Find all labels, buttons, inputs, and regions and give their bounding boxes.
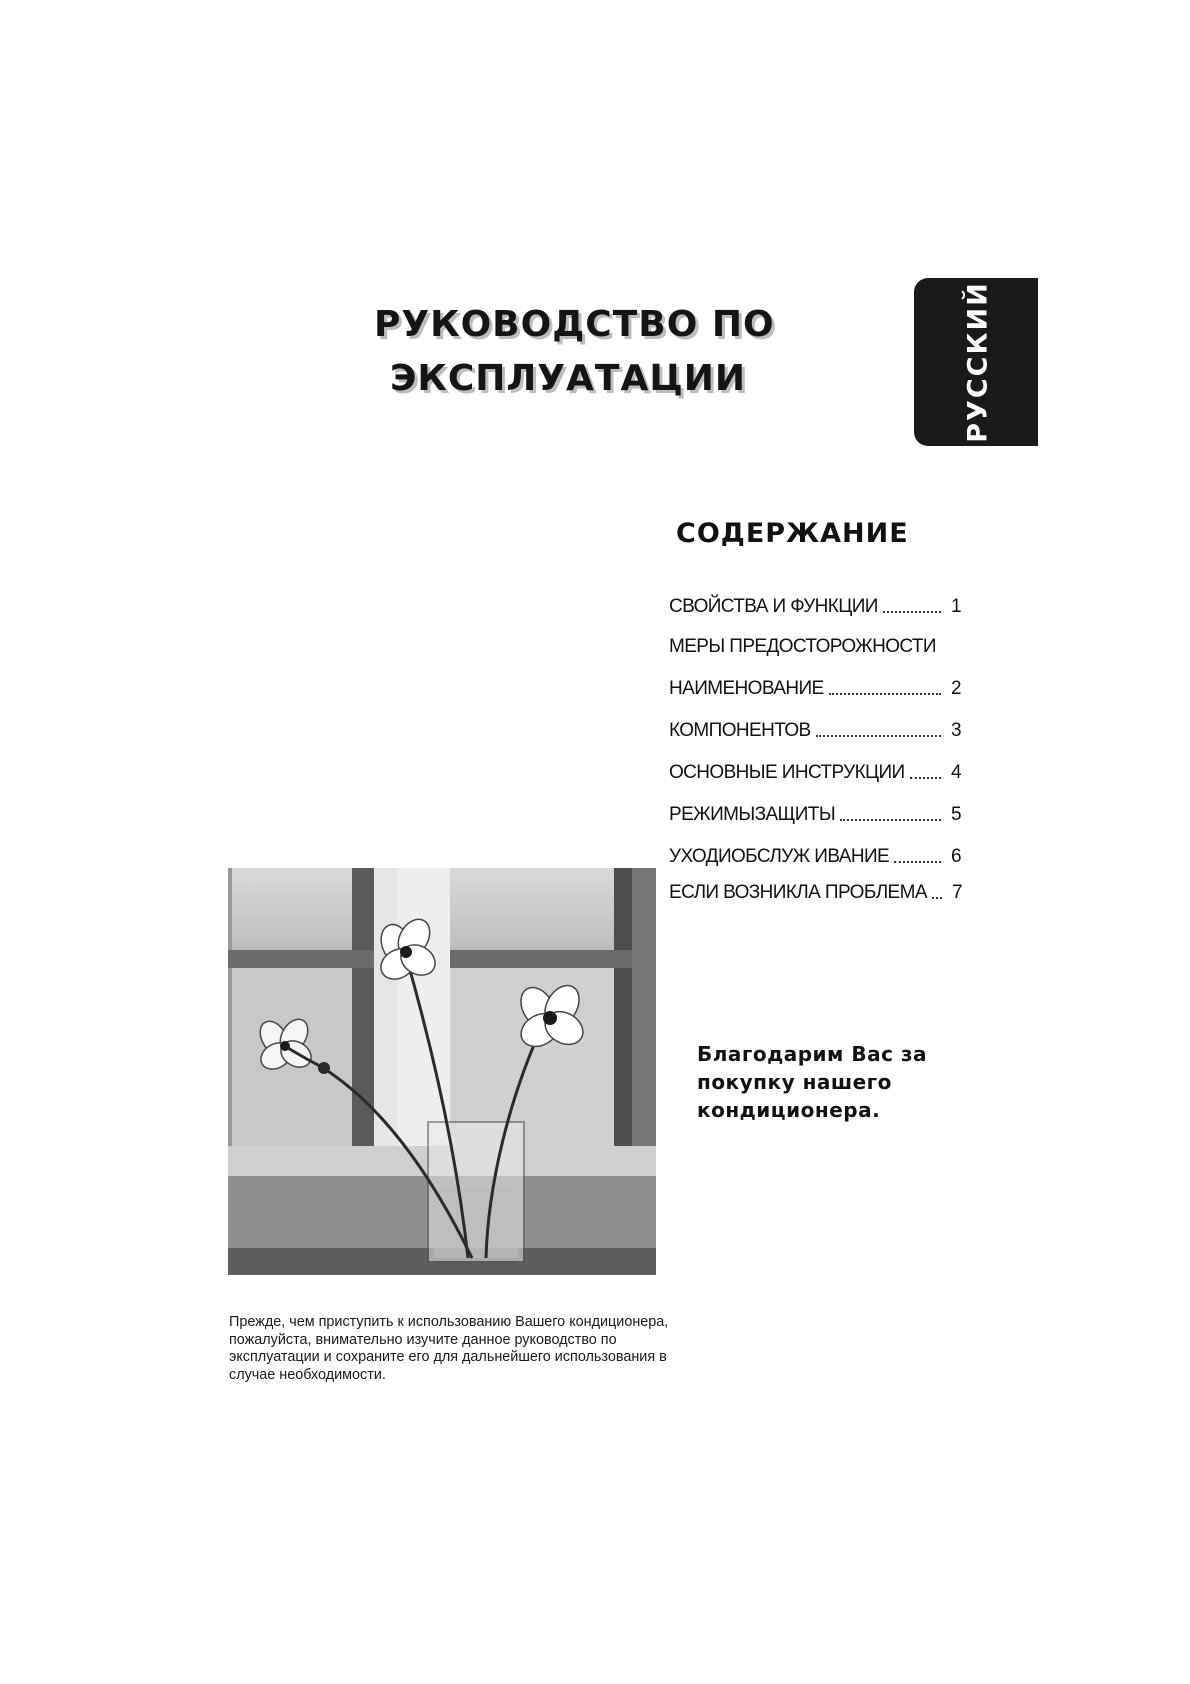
manual-title bbox=[340, 298, 840, 406]
manual-title-line-2: ЭКСПЛУАТАЦИИ bbox=[390, 358, 746, 399]
photo-illustration bbox=[228, 868, 656, 1275]
toc-item-label: КОМПОНЕНТОВ bbox=[669, 720, 811, 741]
toc-item-label: УХОДИОБСЛУЖ ИВАНИЕ bbox=[669, 846, 890, 867]
toc-leader-dots bbox=[829, 693, 941, 695]
toc-leader-dots bbox=[840, 819, 941, 821]
contents-heading: СОДЕРЖАНИЕ bbox=[676, 518, 909, 549]
toc-item-label: СВОЙСТВА И ФУНКЦИИ bbox=[669, 596, 878, 617]
toc-item-page: 5 bbox=[951, 804, 961, 825]
toc-item-page: 2 bbox=[951, 678, 961, 699]
toc-leader-dots bbox=[816, 735, 941, 737]
reading-note: Прежде, чем приступить к использованию Вашего кондиционера, пожалуйста, внимательно изучите данное руководство по эксплуатации и сохраните его для дальнейшего использования в случае необходимости. bbox=[229, 1314, 669, 1383]
language-tab-label: РУССКИЙ bbox=[962, 281, 994, 443]
toc-leader-dots bbox=[910, 777, 941, 779]
window-flowers-photo bbox=[228, 868, 656, 1275]
toc-item-maintenance bbox=[669, 826, 961, 868]
toc-leader-dots bbox=[883, 611, 941, 613]
manual-title-line-1: РУКОВОДСТВО ПО bbox=[374, 304, 775, 345]
toc-item-instructions bbox=[669, 742, 961, 784]
toc-item-components bbox=[669, 700, 961, 742]
toc-item-names bbox=[669, 658, 961, 700]
language-tab bbox=[914, 278, 1038, 446]
toc-item-label: НАИМЕНОВАНИЕ bbox=[669, 678, 824, 699]
toc-leader-dots bbox=[894, 861, 941, 863]
toc-item-page: 6 bbox=[951, 846, 961, 867]
toc-item-page: 4 bbox=[951, 762, 961, 783]
toc-item-troubleshooting bbox=[669, 868, 961, 904]
table-of-contents bbox=[669, 576, 961, 904]
toc-item-label: ЕСЛИ ВОЗНИКЛА ПРОБЛЕМА bbox=[669, 882, 927, 903]
toc-item-features bbox=[669, 576, 961, 618]
toc-item-page: 3 bbox=[951, 720, 961, 741]
toc-leader-dots bbox=[932, 897, 942, 899]
toc-item-page: 7 bbox=[951, 882, 962, 903]
toc-item-label: РЕЖИМЫЗАЩИТЫ bbox=[669, 804, 836, 825]
toc-item-safety bbox=[669, 618, 961, 658]
toc-item-label: МЕРЫ ПРЕДОСТОРОЖНОСТИ bbox=[669, 636, 936, 657]
toc-item-protection bbox=[669, 784, 961, 826]
toc-item-label: ОСНОВНЫЕ ИНСТРУКЦИИ bbox=[669, 762, 905, 783]
toc-item-page: 1 bbox=[951, 596, 961, 617]
thank-you-message: Благодарим Вас за покупку нашего кондиционера. bbox=[697, 1042, 928, 1122]
